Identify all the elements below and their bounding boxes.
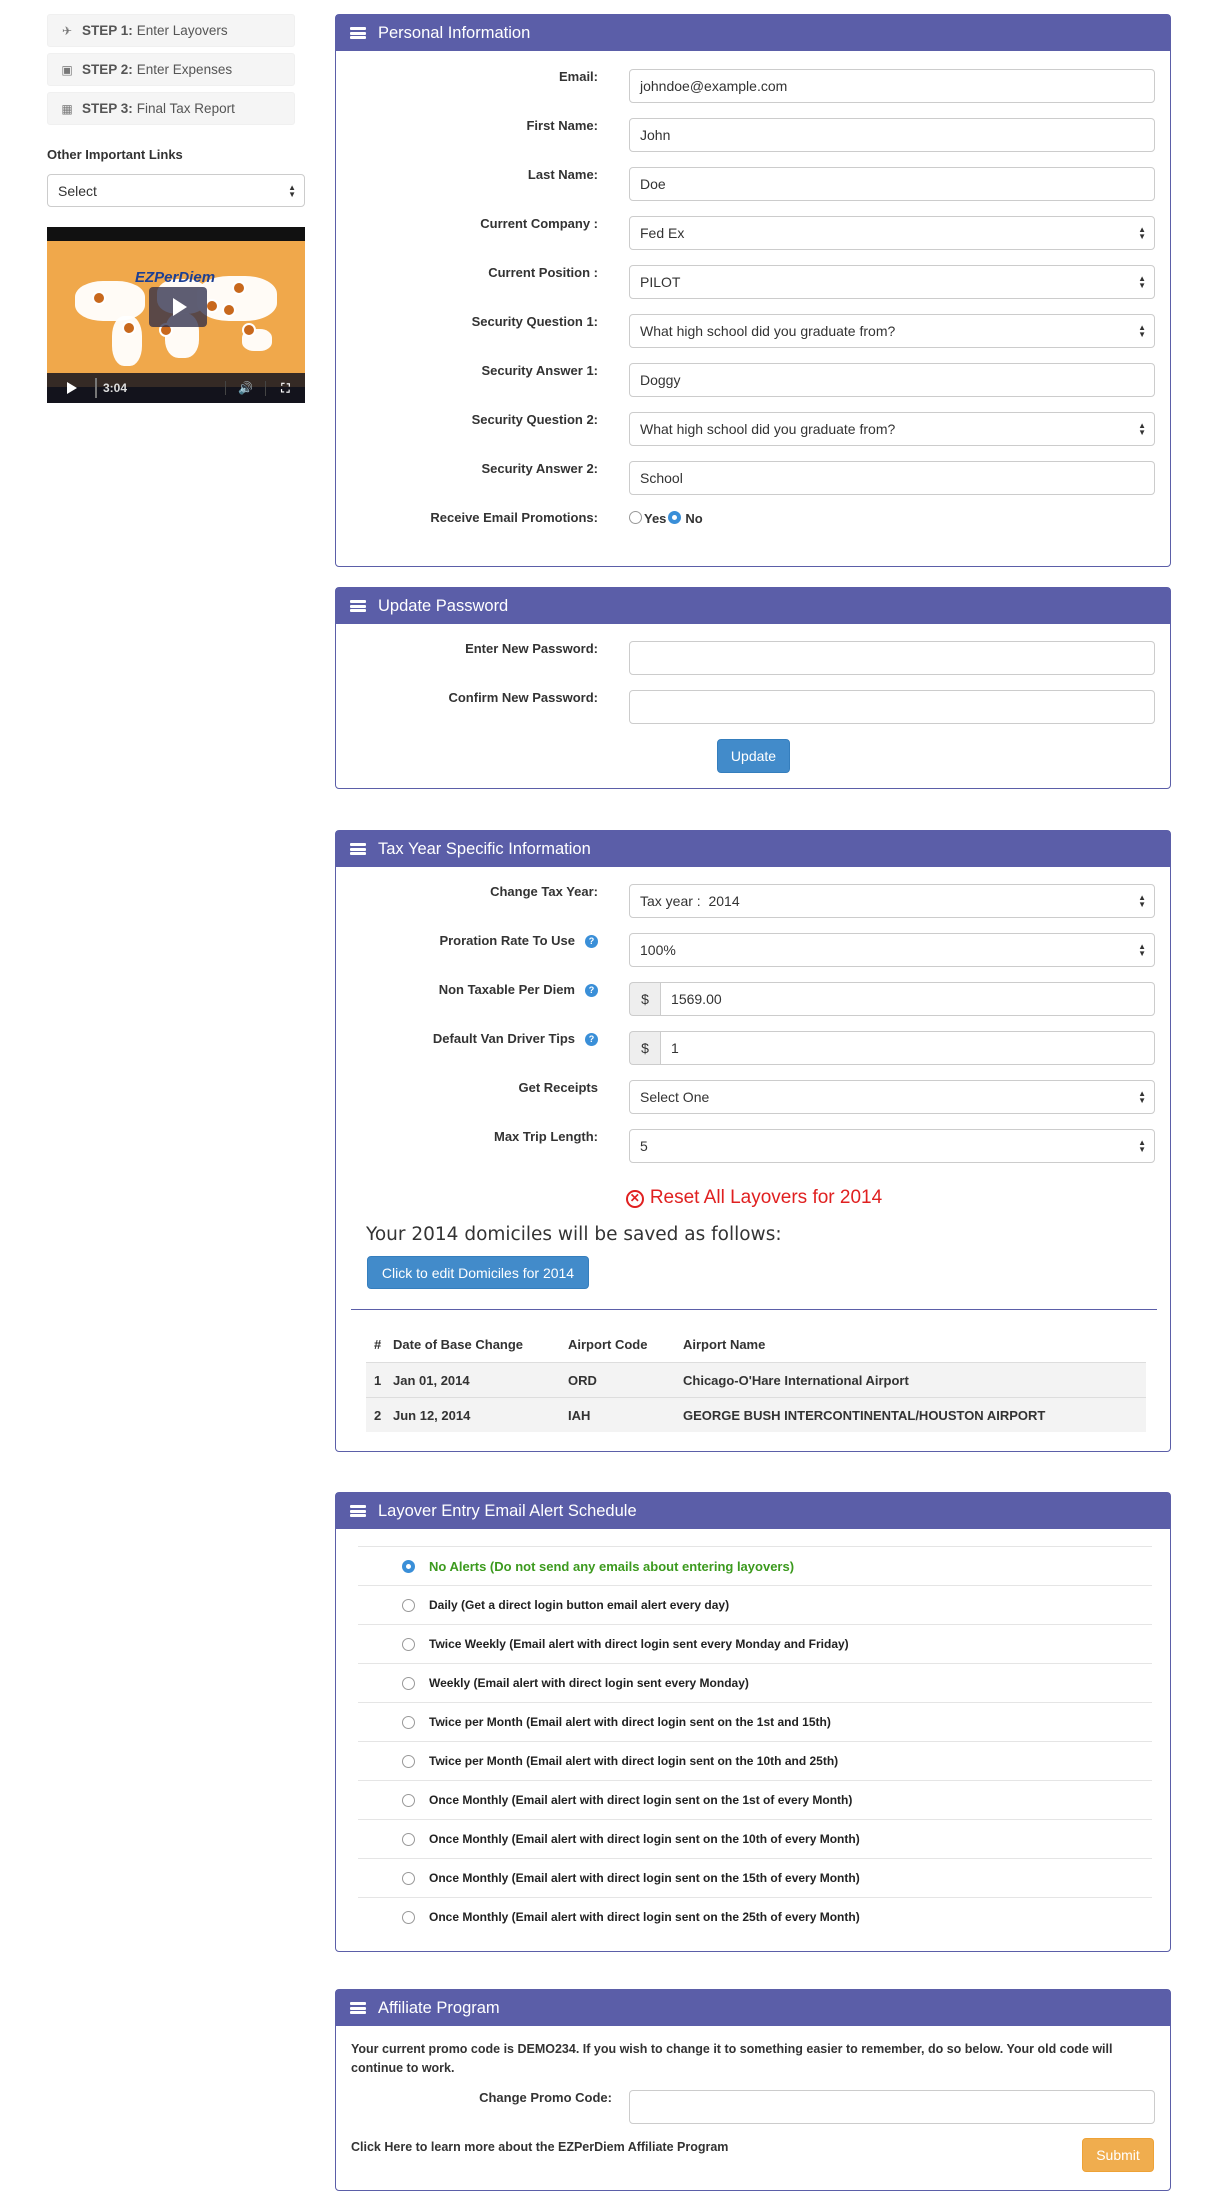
- proration-label-wrap: [439, 933, 598, 948]
- table-cell: GEORGE BUSH INTERCONTINENTAL/HOUSTON AIRPORT: [683, 1407, 1046, 1423]
- step-1-link[interactable]: [47, 14, 295, 47]
- promo-code-text: Your current promo code is DEMO234. If you wish to change it to something easier to remember, do so below. Your old code will continue to work.: [351, 2042, 1113, 2075]
- table-cell: IAH: [568, 1407, 591, 1423]
- video-progress[interactable]: 3:04: [95, 378, 225, 398]
- tips-label: Default Van Driver Tips: [432, 1031, 575, 1046]
- security-question-1-label: Security Question 1:: [471, 314, 598, 329]
- alert-label: No Alerts (Do not send any emails about entering layovers): [429, 1558, 795, 1574]
- proration-label: Proration Rate To Use: [439, 933, 575, 948]
- new-password-field[interactable]: [629, 641, 1155, 675]
- step-2-label: Enter Expenses: [136, 62, 233, 77]
- alert-radio[interactable]: [402, 1560, 415, 1573]
- alert-option[interactable]: [358, 1741, 1152, 1780]
- help-icon[interactable]: ?: [585, 984, 598, 997]
- other-links-value: Select: [58, 182, 97, 199]
- alert-label: Twice per Month (Email alert with direct login sent on the 10th and 25th): [429, 1754, 839, 1768]
- step-3-link[interactable]: [47, 92, 295, 125]
- alert-option[interactable]: [358, 1585, 1152, 1624]
- alert-option[interactable]: [358, 1663, 1152, 1702]
- divider: [351, 1309, 1157, 1310]
- alert-label: Twice per Month (Email alert with direct login sent on the 1st and 15th): [429, 1715, 831, 1729]
- select-arrows-icon: ▲ ▼: [1138, 323, 1146, 339]
- confirm-password-field[interactable]: [629, 690, 1155, 724]
- update-password-panel: [335, 587, 1171, 789]
- step-1-label: Enter Layovers: [136, 23, 228, 38]
- table-row: [366, 1362, 1146, 1397]
- alert-option[interactable]: [358, 1858, 1152, 1897]
- email-label: Email:: [558, 69, 598, 84]
- promotions-no-label: No: [685, 511, 703, 526]
- reset-layovers-label: Reset All Layovers for 2014: [649, 1187, 883, 1208]
- panel-title: Personal Information: [378, 23, 531, 42]
- first-name-field[interactable]: John: [629, 118, 1155, 152]
- step-2-link[interactable]: [47, 53, 295, 86]
- security-question-2-label: Security Question 2:: [471, 412, 598, 427]
- help-icon[interactable]: ?: [585, 935, 598, 948]
- email-field[interactable]: johndoe@example.com: [629, 69, 1155, 103]
- position-select[interactable]: [629, 265, 1155, 299]
- security-answer-2-field[interactable]: School: [629, 461, 1155, 495]
- position-value: PILOT: [640, 274, 681, 290]
- step-3-label: Final Tax Report: [136, 101, 235, 116]
- alert-option[interactable]: [358, 1780, 1152, 1819]
- security-answer-2-label: Security Answer 2:: [481, 461, 598, 476]
- edit-domiciles-button[interactable]: Click to edit Domiciles for 2014: [367, 1256, 589, 1289]
- table-cell: Chicago-O'Hare International Airport: [683, 1372, 909, 1388]
- panel-header: [336, 1493, 1170, 1529]
- other-links-title: Other Important Links: [47, 147, 183, 162]
- money-icon: ▣: [61, 62, 73, 77]
- select-arrows-icon: ▲ ▼: [1138, 893, 1146, 909]
- last-name-field[interactable]: Doe: [629, 167, 1155, 201]
- new-password-label: Enter New Password:: [465, 641, 598, 656]
- select-arrows-icon: ▲ ▼: [1138, 225, 1146, 241]
- remove-circle-icon: ✕: [626, 1190, 644, 1208]
- security-answer-1-field[interactable]: Doggy: [629, 363, 1155, 397]
- tax-year-value: Tax year : 2014: [640, 893, 740, 909]
- alert-radio[interactable]: [402, 1872, 415, 1885]
- alert-radio[interactable]: [402, 1833, 415, 1846]
- alert-label: Once Monthly (Email alert with direct login sent on the 25th of every Month): [429, 1910, 860, 1924]
- panel-title: Layover Entry Email Alert Schedule: [378, 1501, 637, 1520]
- tax-year-select[interactable]: [629, 884, 1155, 918]
- panel-title: Tax Year Specific Information: [378, 839, 591, 858]
- alert-option[interactable]: [358, 1702, 1152, 1741]
- select-arrows-icon: ▲ ▼: [1138, 942, 1146, 958]
- panel-title: Affiliate Program: [378, 1998, 500, 2017]
- alert-radio[interactable]: [402, 1716, 415, 1729]
- panel-header: [336, 588, 1170, 624]
- list-icon: [350, 600, 366, 612]
- video-logo: EZPerDiem: [135, 269, 216, 286]
- security-question-1-value: What high school did you graduate from?: [640, 323, 896, 339]
- alert-radio[interactable]: [402, 1911, 415, 1924]
- alert-option[interactable]: [358, 1546, 1152, 1585]
- table-cell: ORD: [568, 1372, 597, 1388]
- list-icon: [350, 1505, 366, 1517]
- reset-layovers-link[interactable]: [336, 1187, 1172, 1209]
- panel-header: [336, 1990, 1170, 2026]
- alert-label: Twice Weekly (Email alert with direct login sent every Monday and Friday): [429, 1637, 849, 1651]
- per-diem-label-wrap: [439, 982, 598, 997]
- trip-length-select[interactable]: [629, 1129, 1155, 1163]
- table-cell: Jun 12, 2014: [393, 1407, 471, 1423]
- alert-option[interactable]: [358, 1897, 1152, 1936]
- column-header: Airport Name: [683, 1337, 766, 1352]
- submit-button[interactable]: Submit: [1082, 2138, 1154, 2172]
- table-cell: 1: [374, 1372, 382, 1388]
- email-promotions-label: Receive Email Promotions:: [430, 510, 598, 525]
- email-alert-panel: [335, 1492, 1171, 1952]
- alert-option[interactable]: [358, 1624, 1152, 1663]
- proration-select[interactable]: [629, 933, 1155, 967]
- video-play-overlay-button[interactable]: [149, 287, 207, 327]
- help-icon[interactable]: ?: [585, 1033, 598, 1046]
- select-arrows-icon: ▲ ▼: [1138, 1089, 1146, 1105]
- tax-year-label: Change Tax Year:: [490, 884, 598, 899]
- video-player[interactable]: [47, 227, 305, 403]
- alert-label: Once Monthly (Email alert with direct login sent on the 1st of every Month): [429, 1793, 853, 1807]
- alert-radio[interactable]: [402, 1638, 415, 1651]
- promo-code-label: Change Promo Code:: [479, 2090, 612, 2105]
- column-header: #: [374, 1337, 382, 1352]
- panel-title: Update Password: [378, 596, 509, 615]
- promotions-yes-label: Yes: [644, 511, 667, 526]
- security-question-2-value: What high school did you graduate from?: [640, 421, 896, 437]
- receipts-label: Get Receipts: [518, 1080, 598, 1095]
- list-icon: [350, 2002, 366, 2014]
- other-links-select[interactable]: [47, 174, 305, 207]
- company-label: Current Company :: [480, 216, 598, 231]
- alert-label: Once Monthly (Email alert with direct login sent on the 15th of every Month): [429, 1871, 860, 1885]
- list-icon: [350, 843, 366, 855]
- column-header: Airport Code: [568, 1337, 648, 1352]
- play-icon[interactable]: [67, 382, 77, 394]
- panel-header: [336, 15, 1170, 51]
- alert-label: Daily (Get a direct login button email alert every day): [429, 1598, 730, 1612]
- alert-option[interactable]: [358, 1819, 1152, 1858]
- affiliate-panel: [335, 1989, 1171, 2191]
- per-diem-field[interactable]: 1569.00: [660, 982, 1155, 1016]
- sidebar: [47, 14, 305, 403]
- currency-addon: $: [629, 1031, 660, 1065]
- table-row: [366, 1397, 1146, 1432]
- trip-length-label: Max Trip Length:: [494, 1129, 598, 1144]
- plane-icon: ✈: [61, 23, 73, 38]
- company-value: Fed Ex: [640, 225, 685, 241]
- tips-label-wrap: [433, 1031, 598, 1046]
- step-3-number: STEP 3:: [82, 101, 133, 116]
- security-answer-1-label: Security Answer 1:: [481, 363, 598, 378]
- step-2-number: STEP 2:: [82, 62, 133, 77]
- domiciles-table: [366, 1327, 1146, 1432]
- tips-field[interactable]: 1: [660, 1031, 1155, 1065]
- promo-code-field[interactable]: [629, 2090, 1155, 2124]
- select-arrows-icon: ▲ ▼: [288, 182, 296, 199]
- table-header-row: [366, 1327, 1146, 1362]
- first-name-label: First Name:: [526, 118, 598, 133]
- per-diem-label: Non Taxable Per Diem: [438, 982, 575, 997]
- select-arrows-icon: ▲ ▼: [1138, 421, 1146, 437]
- tax-year-panel: [335, 830, 1171, 1452]
- security-question-2-select[interactable]: [629, 412, 1155, 446]
- proration-value: 100%: [640, 942, 676, 958]
- table-cell: Jan 01, 2014: [393, 1372, 470, 1388]
- select-arrows-icon: ▲ ▼: [1138, 274, 1146, 290]
- trip-length-value: 5: [640, 1138, 648, 1154]
- alert-radio[interactable]: [402, 1794, 415, 1807]
- fullscreen-icon[interactable]: ⛶: [265, 381, 305, 396]
- table-cell: 2: [374, 1407, 382, 1423]
- last-name-label: Last Name:: [527, 167, 598, 182]
- video-controls: [47, 373, 305, 403]
- alert-radio[interactable]: [402, 1599, 415, 1612]
- select-arrows-icon: ▲ ▼: [1138, 1138, 1146, 1154]
- volume-icon[interactable]: 🔊: [225, 381, 265, 395]
- domicile-text: Your 2014 domiciles will be saved as follows:: [366, 1224, 782, 1245]
- panel-header: [336, 831, 1170, 867]
- receipts-value: Select One: [640, 1089, 710, 1105]
- currency-addon: $: [629, 982, 660, 1016]
- alert-label: Once Monthly (Email alert with direct login sent on the 10th of every Month): [429, 1832, 860, 1846]
- update-button[interactable]: Update: [717, 739, 790, 773]
- step-1-number: STEP 1:: [82, 23, 133, 38]
- affiliate-learn-link[interactable]: Click Here to learn more about the EZPerDiem Affiliate Program: [351, 2140, 729, 2154]
- personal-info-panel: [335, 14, 1171, 567]
- list-icon: [350, 27, 366, 39]
- alert-radio[interactable]: [402, 1755, 415, 1768]
- promotions-yes-radio[interactable]: [629, 511, 642, 524]
- alert-label: Weekly (Email alert with direct login sent every Monday): [429, 1676, 749, 1690]
- confirm-password-label: Confirm New Password:: [448, 690, 598, 705]
- report-icon: ▦: [61, 101, 73, 116]
- position-label: Current Position :: [488, 265, 598, 280]
- company-select[interactable]: [629, 216, 1155, 250]
- receipts-select[interactable]: [629, 1080, 1155, 1114]
- alert-radio[interactable]: [402, 1677, 415, 1690]
- promotions-no-radio[interactable]: [668, 511, 681, 524]
- column-header: Date of Base Change: [393, 1337, 524, 1352]
- security-question-1-select[interactable]: [629, 314, 1155, 348]
